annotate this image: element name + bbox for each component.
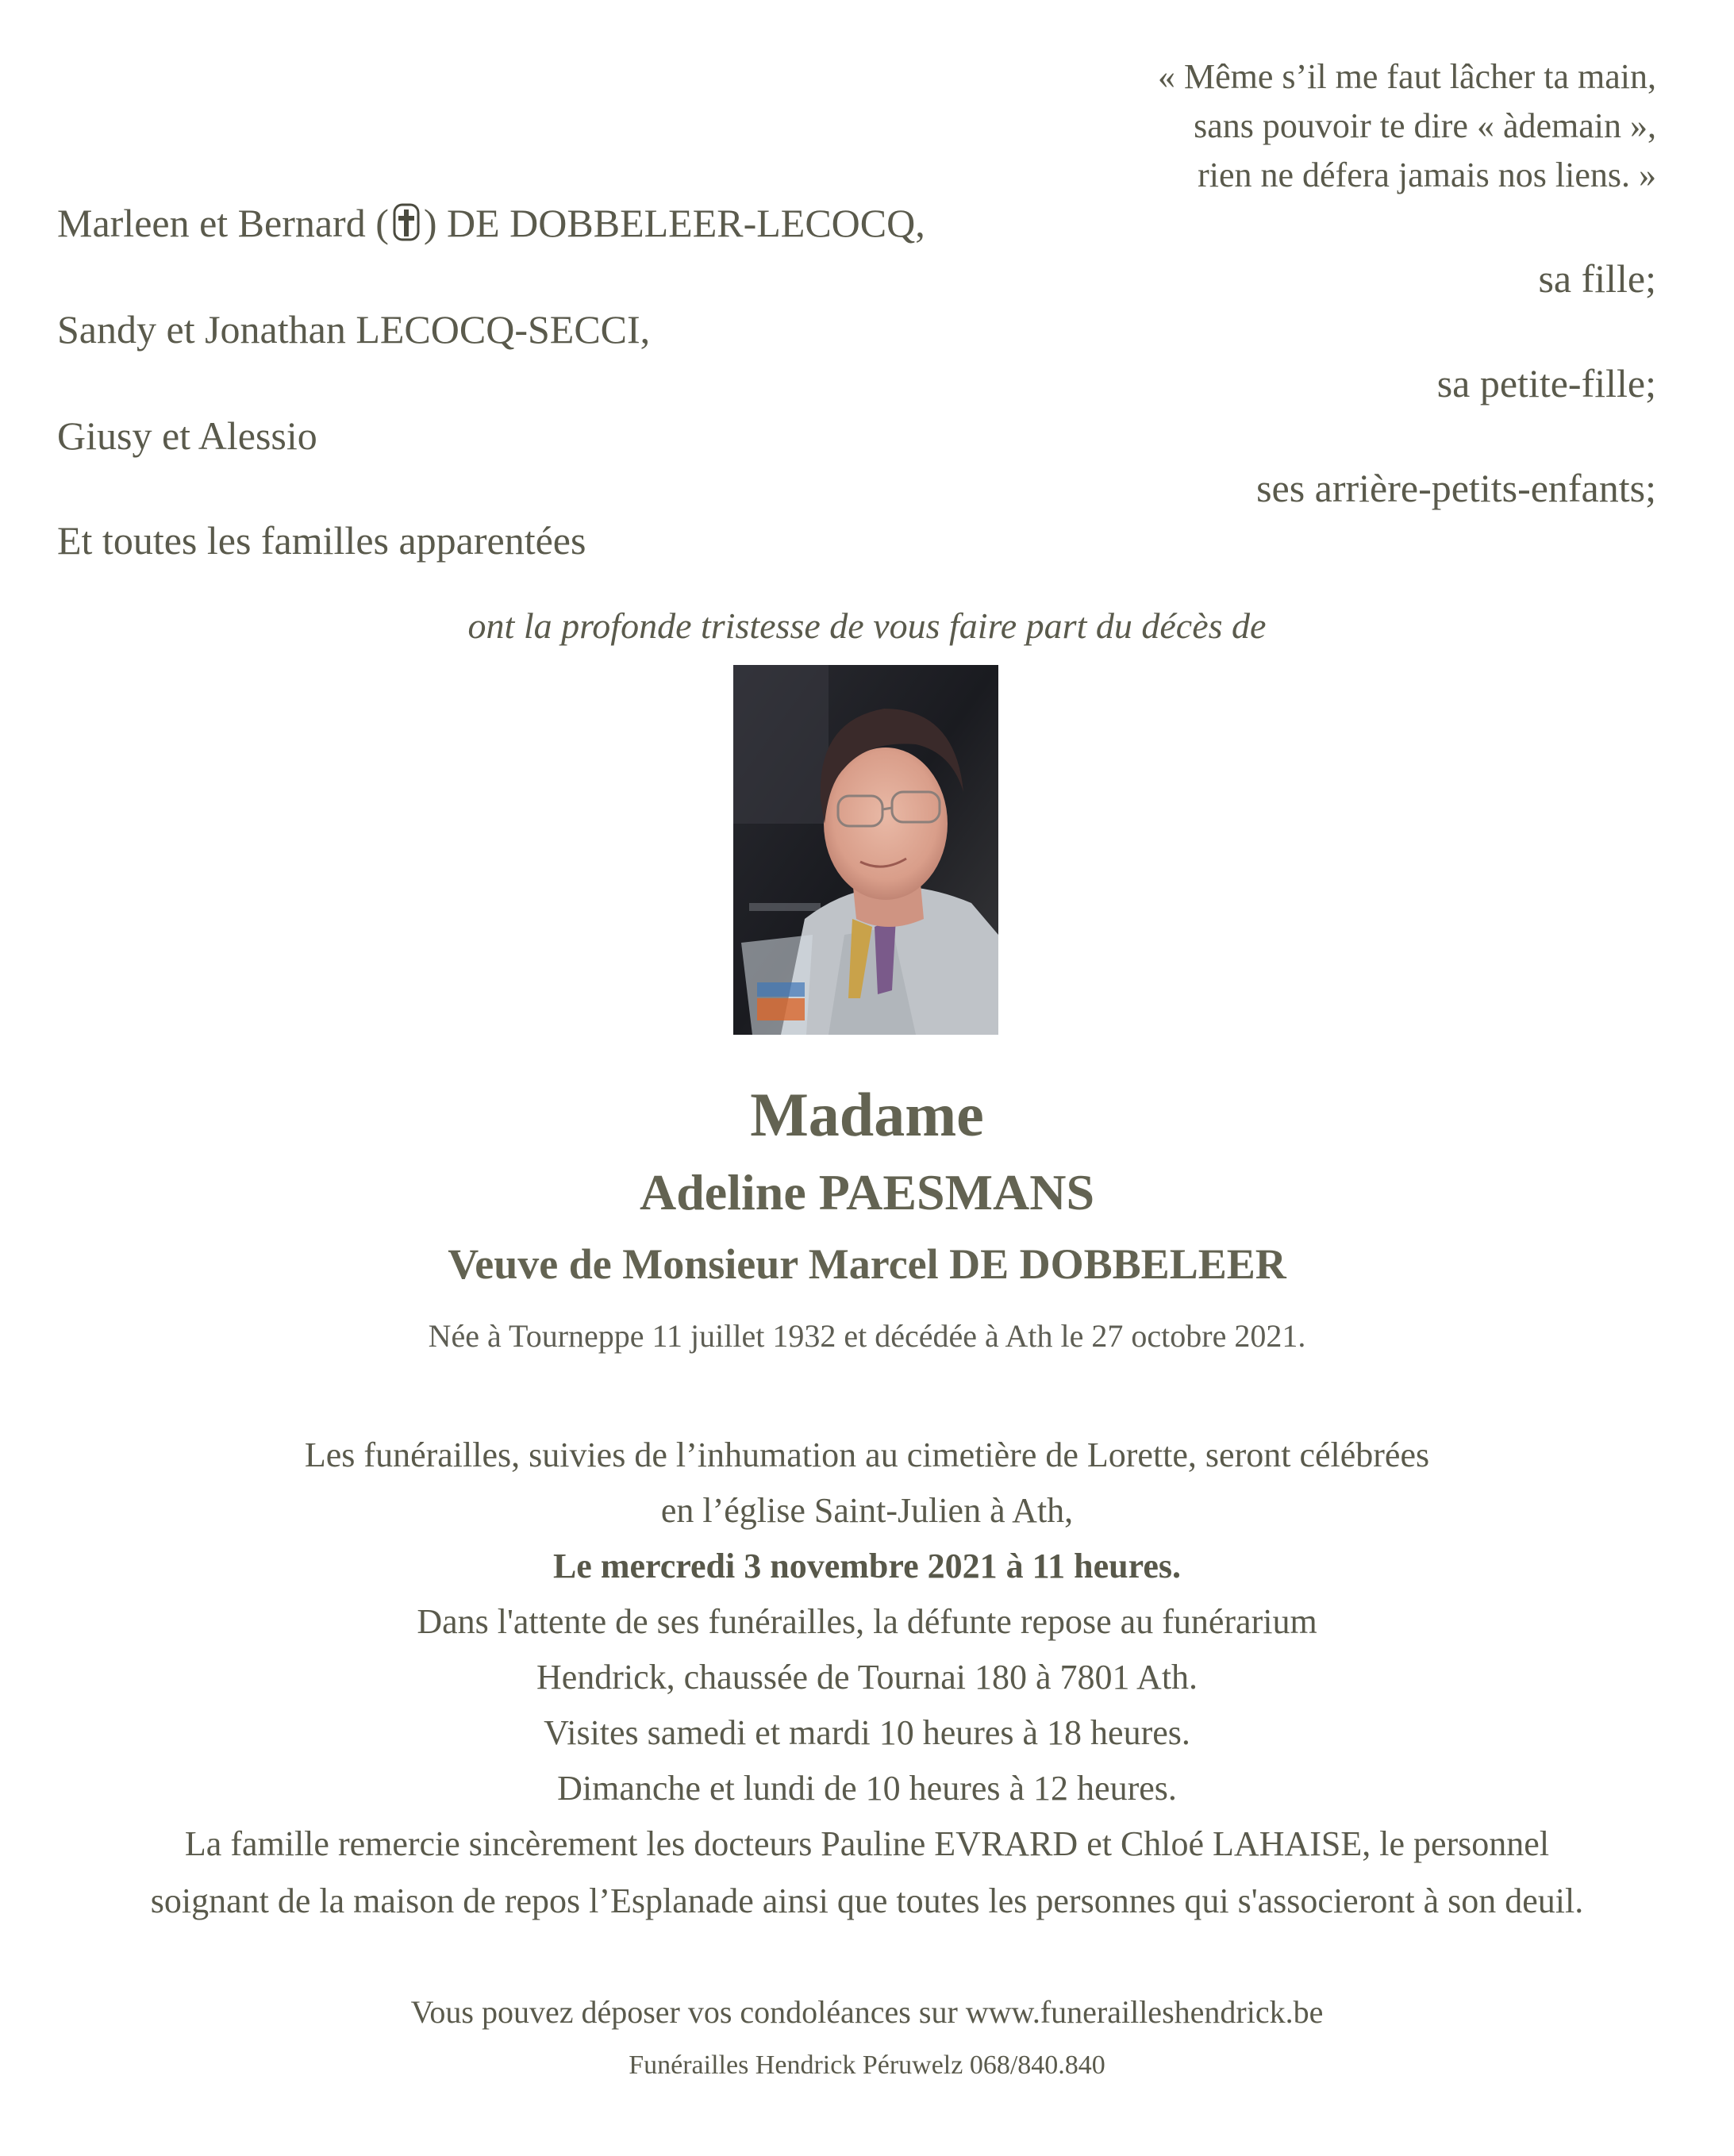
announcement: ont la profonde tristesse de vous faire part du décès de [467,605,1267,646]
funeral-line-1: Les funérailles, suivies de l’inhumation au cimetière de Lorette, seront célébrées [304,1435,1430,1474]
family-entry-1-after: ) DE DOBBELEER-LECOCQ, [423,201,925,245]
epitaph-line-3: rien ne défera jamais nos liens. » [1198,156,1656,194]
condolences-line: Vous pouvez déposer vos condoléances sur www.funerailleshendrick.be [410,1994,1324,2030]
deceased-name: Adeline PAESMANS [639,1164,1095,1220]
thanks-line-1: La famille remercie sincèrement les docteurs Pauline EVRARD et Chloé LAHAISE, le personnel [184,1824,1550,1863]
cross-icon [392,203,421,241]
funeral-line-6: Dimanche et lundi de 10 heures à 12 heures. [557,1769,1177,1808]
funeral-line-2: en l’église Saint-Julien à Ath, [660,1491,1074,1530]
deceased-widow-of: Veuve de Monsieur Marcel DE DOBBELEER [448,1240,1286,1288]
epitaph-line-2: sans pouvoir te dire « àdemain », [1194,106,1656,145]
funeral-date: Le mercredi 3 novembre 2021 à 11 heures. [552,1547,1182,1585]
thanks-line-2: soignant de la maison de repos l’Esplanade ainsi que toutes les personnes qui s'associeront à son deuil. [150,1881,1584,1920]
family-entry-4: Et toutes les familles apparentées [57,518,586,563]
funeral-line-3: Dans l'attente de ses funérailles, la défunte repose au funérarium [417,1602,1317,1641]
deceased-title: Madame [750,1080,984,1149]
deceased-dates: Née à Tourneppe 11 juillet 1932 et décédée à Ath le 27 octobre 2021. [428,1318,1306,1354]
family-entry-1 [57,200,925,246]
family-entry-3: Giusy et Alessio [57,413,317,458]
portrait-photo [733,665,998,1035]
family-role-1: sa fille; [1538,256,1656,301]
family-entry-2: Sandy et Jonathan LECOCQ-SECCI, [57,307,651,352]
funeral-line-5: Visites samedi et mardi 10 heures à 18 heures. [544,1713,1190,1752]
epitaph-line-1: « Même s’il me faut lâcher ta main, [1158,57,1656,96]
family-entry-1-before: Marleen et Bernard ( [57,201,389,245]
family-role-3: ses arrière-petits-enfants; [1256,466,1656,510]
funeral-line-4: Hendrick, chaussée de Tournai 180 à 7801 Ath. [536,1658,1198,1697]
family-role-2: sa petite-fille; [1436,361,1656,405]
contact-line: Funérailles Hendrick Péruwelz 068/840.840 [629,2050,1105,2080]
